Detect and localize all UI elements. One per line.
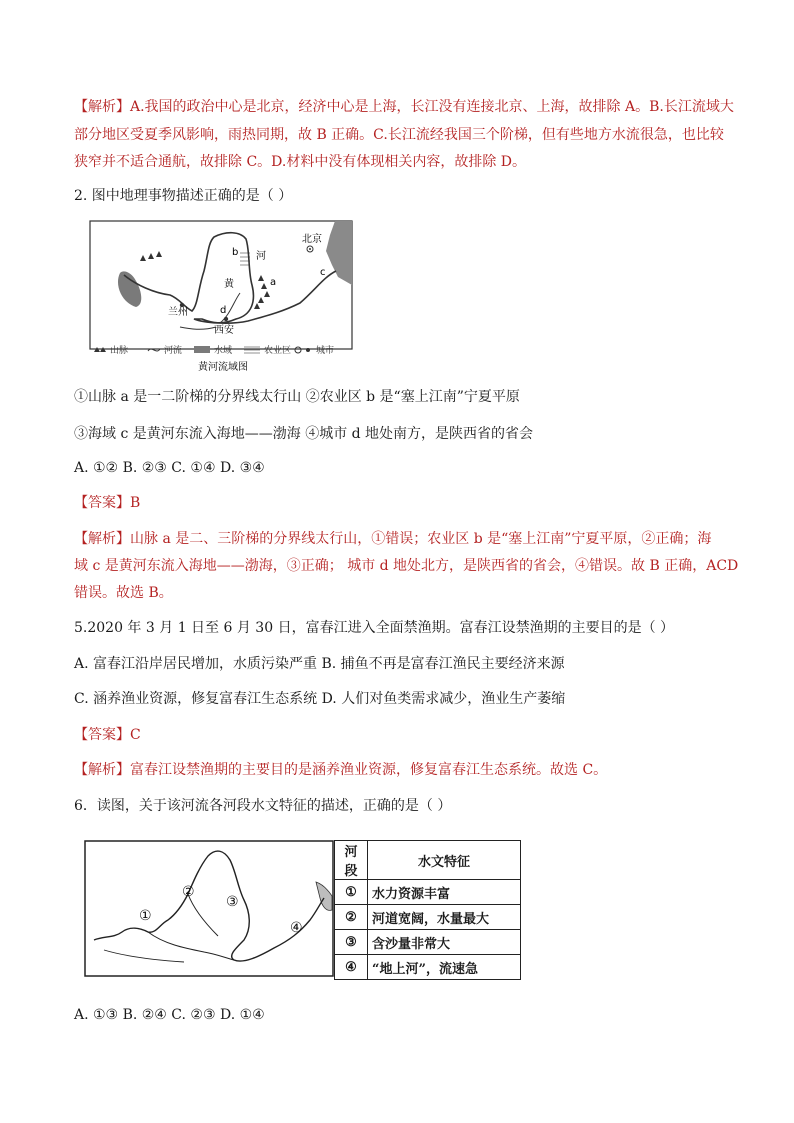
hydrology-table	[334, 840, 521, 980]
label-he: 河	[256, 251, 266, 262]
legend-city-icon	[306, 348, 310, 352]
label-lanzhou: 兰州	[168, 307, 188, 318]
river-segments-map	[84, 840, 334, 978]
label-d: d	[220, 305, 227, 316]
q5-options-line-1: A. 富春江沿岸居民增加，水质污染严重 B. 捕鱼不再是富春江渔民主要经济来源	[74, 656, 565, 672]
q2-analysis-line-3: 错误。故选 B。	[74, 585, 173, 601]
table-header-row	[335, 841, 521, 880]
yellow-river-basin-map	[80, 215, 370, 377]
table-row: ③ 含沙量非常大	[335, 930, 521, 955]
label-a: a	[270, 277, 277, 288]
q2-answer: 【答案】B	[74, 495, 141, 511]
q2-analysis-line-2: 域 c 是黄河东流入海地——渤海，③正确； 城市 d 地处北方，是陕西省的省会，④错误。故 B 正确，ACD	[74, 558, 739, 574]
q2-option-line-2: ③海域 c 是黄河东流入海地——渤海 ④城市 d 地处南方，是陕西省的省会	[74, 426, 534, 442]
analysis-tag: 【解析】	[74, 99, 130, 115]
legend-agri: 农业区	[264, 346, 292, 356]
header-segment: 河段	[335, 841, 368, 880]
label-c: c	[320, 267, 326, 278]
analysis-line-3: 狭窄并不适合通航，故排除 C。D.材料中没有体现相关内容，故排除 D。	[74, 154, 527, 170]
legend-water-icon	[194, 346, 210, 353]
q5-analysis: 【解析】富春江设禁渔期的主要目的是涵养渔业资源，修复富春江生态系统。故选 C。	[74, 762, 608, 778]
q5-answer: 【答案】C	[74, 727, 141, 743]
header-feature: 水文特征	[368, 841, 521, 880]
label-xian: 西安	[214, 325, 234, 336]
xian-city-marker	[224, 317, 228, 321]
map-label-1: ①	[139, 908, 152, 924]
question-5-stem: 5.2020 年 3 月 1 日至 6 月 30 日，富春江进入全面禁渔期。富春江设禁渔期的主要目的是（ ）	[74, 620, 675, 636]
analysis-line-2: 部分地区受夏季风影响，雨热同期，故 B 正确。C.长江流经我国三个阶梯，但有些地方水流很急，也比较	[74, 127, 724, 143]
table-row: ① 水力资源丰富	[335, 880, 521, 905]
legend-city: 城市	[316, 346, 335, 356]
table-row: ② 河道宽阔，水量最大	[335, 905, 521, 930]
label-b: b	[232, 247, 239, 258]
map-label-3: ③	[226, 894, 239, 910]
analysis-line-1: 【解析】A.我国的政治中心是北京，经济中心是上海，长江没有连接北京、上海，故排除 A。B.长江流域大	[74, 99, 734, 115]
question-2-stem: 2. 图中地理事物描述正确的是（ ）	[74, 188, 293, 204]
q2-analysis-line-1: 【解析】山脉 a 是二、三阶梯的分界线太行山，①错误；农业区 b 是“塞上江南”宁夏平原，②正确；海	[74, 531, 712, 547]
question-6-stem: 6．读图，关于该河流各河段水文特征的描述，正确的是（ ）	[74, 798, 452, 814]
map-caption: 黄河流域图	[198, 362, 248, 373]
q2-option-line-1: ①山脉 a 是一二阶梯的分界线太行山 ②农业区 b 是“塞上江南”宁夏平原	[74, 389, 520, 405]
label-huang: 黄	[224, 279, 234, 290]
q5-options-line-2: C. 涵养渔业资源，修复富春江生态系统 D. 人们对鱼类需求减少，渔业生产萎缩	[74, 691, 566, 707]
map-label-2: ②	[182, 884, 195, 900]
label-beijing: 北京	[302, 234, 322, 245]
table-row: ④ “地上河”，流速急	[335, 955, 521, 980]
legend-water: 水域	[214, 346, 233, 356]
legend-river: 河流	[164, 346, 183, 356]
q2-choices: A. ①② B. ②③ C. ①④ D. ③④	[74, 460, 265, 476]
map-label-4: ④	[290, 920, 303, 936]
map-frame	[85, 841, 333, 976]
q6-choices: A. ①③ B. ②④ C. ②③ D. ①④	[74, 1007, 265, 1023]
legend-mountain: 山脉	[110, 346, 129, 356]
